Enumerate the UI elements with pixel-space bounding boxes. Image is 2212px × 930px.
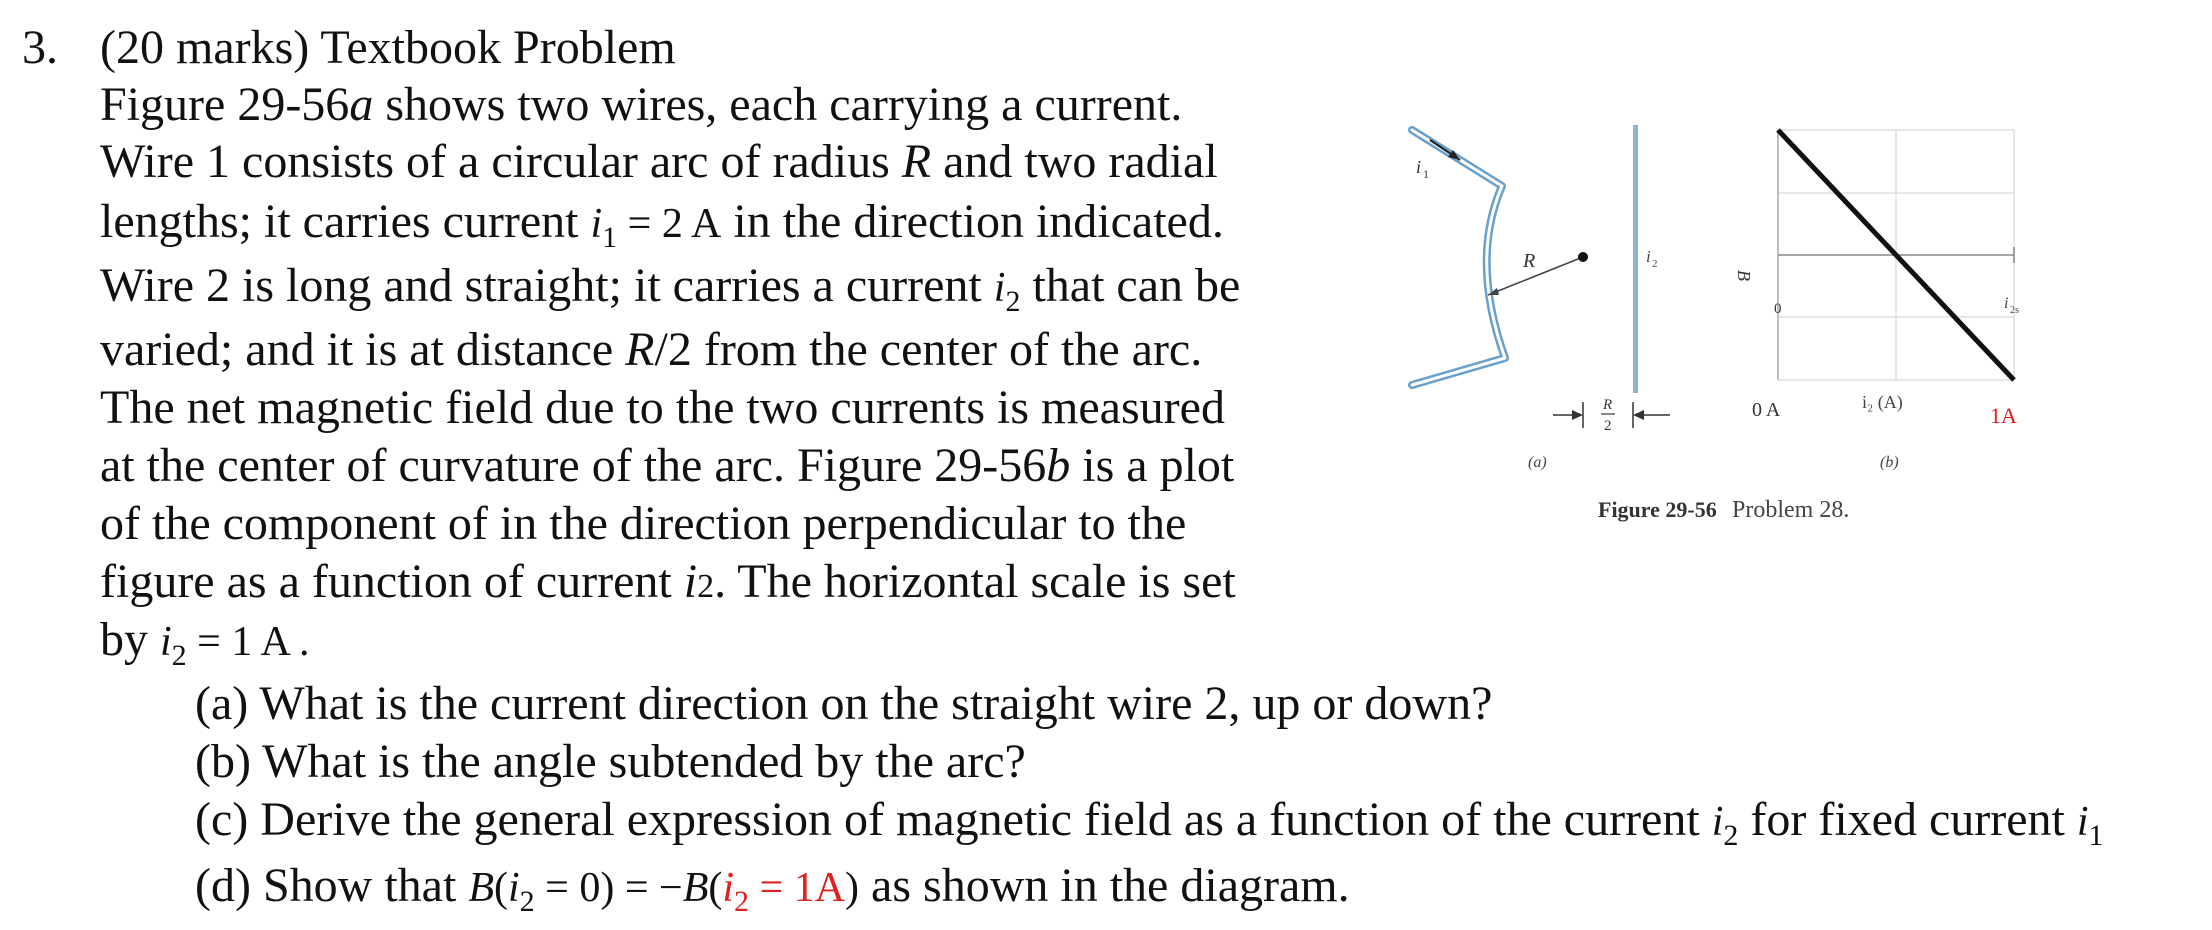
R-half-denominator: 2 [1604, 418, 1612, 434]
text: R [901, 135, 932, 188]
math-i: i [507, 865, 520, 911]
math-value: = 2 A [617, 201, 722, 247]
panel-b-label: (b) [1880, 454, 1899, 471]
i1-sub: 1 [1423, 167, 1429, 181]
i2-label: i [1646, 247, 1651, 266]
math-value: = 1A [749, 865, 846, 911]
question-d [195, 858, 1350, 930]
question-c [195, 792, 2104, 864]
math-sub: 2 [734, 885, 750, 918]
R-half-numerator: R [1603, 397, 1613, 413]
problem-title: (20 marks) Textbook Problem [100, 21, 676, 74]
text: and two radial [931, 135, 1218, 188]
text: in the direction indicated. [721, 195, 1224, 248]
text: (c) Derive the general expression of magnetic field as a function of the current [195, 793, 1712, 846]
text: varied; and it is at distance [100, 323, 626, 376]
zero-label: 0 [1774, 301, 1782, 317]
problem-number: 3. [22, 21, 58, 74]
i1-direction-arrow [1430, 140, 1460, 160]
radius-line [1488, 257, 1583, 295]
math-i: i [590, 201, 603, 247]
math-B: B [682, 865, 709, 911]
math-sub: 2 [1005, 285, 1021, 318]
body-line-6: The net magnetic field due to the two currents is measured [100, 381, 1225, 434]
math-i: i [993, 265, 1006, 311]
math-i: i [722, 865, 735, 911]
math-paren: ) [845, 865, 860, 911]
text: (d) Show that [195, 859, 469, 912]
math-sub: 1 [2088, 819, 2104, 852]
text: is a plot [1070, 439, 1235, 492]
math-i: i [160, 619, 172, 665]
text: Wire 1 consists of a circular arc of radius [100, 135, 902, 188]
figure-caption-text: Problem 28. [1732, 497, 1850, 523]
text: figure as a function of current [100, 555, 684, 608]
math-paren: ( [708, 865, 723, 911]
text: as shown in the diagram. [859, 859, 1350, 912]
body-line-10 [100, 612, 310, 684]
math-value: = 1 A . [186, 619, 310, 665]
text: that can be [1020, 259, 1241, 312]
text: Wire 2 is long and straight; it carries a current [100, 259, 994, 312]
text: b [1046, 439, 1071, 492]
body-line-2 [100, 134, 1218, 190]
math-sub: 2 [1723, 819, 1739, 852]
math-i: i [2076, 799, 2089, 845]
text: shows two wires, each carrying a current. [373, 78, 1183, 131]
figure-29-56 [1400, 110, 2060, 540]
left-tick-label: 0 A [1752, 399, 1781, 421]
text: R [625, 323, 655, 376]
figure-caption-number: Figure 29-56 [1598, 497, 1717, 522]
B-axis-label: B [1734, 270, 1754, 281]
body-line-5 [100, 322, 1202, 378]
math-sub: 2 [171, 639, 187, 672]
math-sub: 2 [519, 885, 535, 918]
right-tick-label: 1A [1990, 403, 2017, 428]
text: lengths; it carries current [100, 195, 591, 248]
question-a: (a) What is the current direction on the straight wire 2, up or down? [195, 677, 1493, 730]
text: Figure 29-56 [100, 78, 350, 131]
text: 2 [697, 568, 715, 605]
body-line-4 [100, 258, 1240, 330]
x-axis-label: i₂ (A) [1862, 392, 1903, 412]
math-i: i [1711, 799, 1724, 845]
wire-2 [1633, 125, 1638, 393]
i1-label: i [1416, 157, 1422, 177]
text: . The horizontal scale is set [714, 555, 1236, 608]
text: i [683, 555, 698, 608]
text: at the center of curvature of the arc. Figure 29-56 [100, 439, 1047, 492]
text: for fixed current [1738, 793, 2077, 846]
question-b: (b) What is the angle subtended by the arc? [195, 735, 1026, 788]
R-label: R [1523, 250, 1536, 272]
i2-sub: 2 [1652, 258, 1658, 270]
body-line-8: of the component of in the direction perpendicular to the [100, 497, 1187, 550]
text: /2 from the center of the arc. [654, 323, 1203, 376]
math-B: B [468, 865, 494, 911]
math-paren: ( [493, 865, 508, 911]
i2s-label: i [2004, 295, 2009, 312]
text: a [349, 78, 374, 131]
arc-center-dot [1578, 252, 1588, 262]
text: by [100, 613, 160, 666]
math-value: = 0) = − [534, 865, 683, 911]
body-line-7 [100, 438, 1234, 494]
i2s-sub: 2s [2010, 305, 2019, 316]
body-line-9 [100, 554, 1236, 615]
math-sub: 1 [602, 221, 618, 254]
body-line-1 [100, 77, 1182, 133]
panel-a-label: (a) [1528, 454, 1547, 471]
body-line-3 [100, 194, 1224, 266]
